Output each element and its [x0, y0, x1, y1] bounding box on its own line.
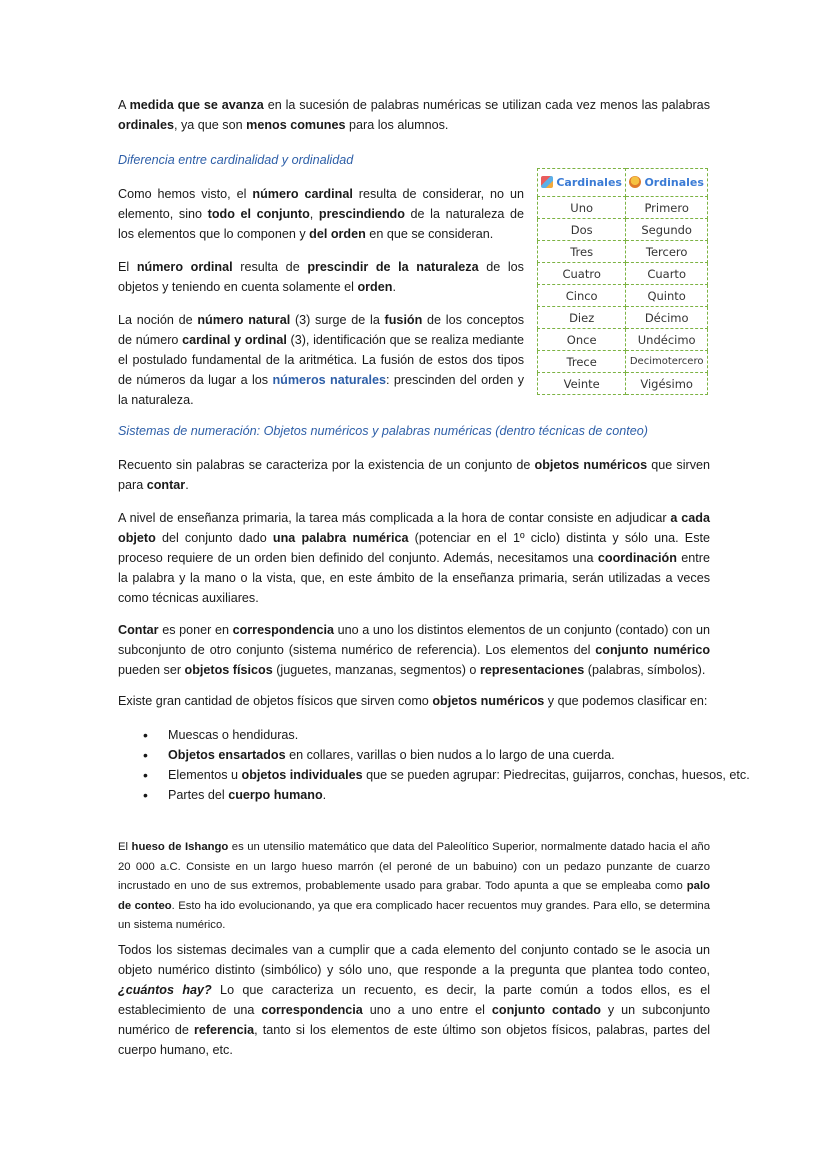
text-run: . [185, 478, 189, 492]
ordinal-cell: Quinto [626, 285, 708, 307]
text-run: Elementos u [168, 768, 242, 782]
text-run: resulta de [232, 260, 308, 274]
text-run: y un subconjunto numérico de [118, 1003, 710, 1037]
table-row [538, 307, 708, 329]
text-run: Partes del [168, 788, 229, 802]
emphasis-text: contar [146, 478, 186, 492]
table-row [538, 285, 708, 307]
emphasis-text: menos comunes [246, 118, 346, 132]
emphasis-text: conjunto numérico [595, 643, 711, 657]
text-run: Existe gran cantidad de objetos físicos que sirven como [118, 694, 433, 708]
cardinal-cell: Diez [538, 307, 626, 329]
cardinal-cell: Once [538, 329, 626, 351]
text-run: , [309, 207, 319, 221]
medal-icon [629, 176, 641, 188]
ordinal-cell: Primero [626, 197, 708, 219]
emphasis-text: correspondencia [232, 623, 335, 637]
cardinal-cell: Dos [538, 219, 626, 241]
emphasis-text: orden [357, 280, 393, 294]
emphasis-text: ordinales [118, 118, 174, 132]
emphasis-text: ¿cuántos hay? [118, 983, 212, 997]
emphasis-text: objetos numéricos [534, 458, 648, 472]
emphasis-text: prescindir de la naturaleza [307, 260, 479, 274]
section-heading [118, 421, 710, 441]
emphasis-text: objetos físicos [184, 663, 273, 677]
paragraph [118, 257, 524, 297]
text-run: A nivel de enseñanza primaria, la tarea más complicada a la hora de contar consiste en adjudicar [118, 511, 671, 525]
text-run: A [118, 98, 130, 112]
text-run: que sirven para [118, 458, 711, 492]
text-run: es un utensilio matemático que data del Paleolítico Superior, normalmente datado hacia el año 20 000 a.C. Consiste en un largo hueso marrón (el peroné de un babuino) con un pedazo punzante de cuarzo incrustado en uno de sus extremos, probablemente usado para grabar. Todo apunta a que se empleaba como [118, 841, 710, 892]
text-run: de los conceptos de número [118, 313, 525, 347]
text-run: : prescinden del orden y la naturaleza. [118, 373, 524, 407]
text-run: uno a uno entre el [362, 1003, 492, 1017]
emphasis-text: todo el conjunto [207, 207, 310, 221]
text-run: resulta de considerar, no un elemento, sino [118, 187, 524, 221]
text-run: pueden ser [118, 663, 185, 677]
emphasis-text: Contar [118, 623, 159, 637]
text-run: en collares, varillas o bien nudos a lo largo de una cuerda. [285, 748, 615, 762]
text-run: de los objetos y teniendo en cuenta solamente el [118, 260, 524, 294]
emphasis-text: referencia [193, 1023, 255, 1037]
emphasis-text: representaciones [479, 663, 585, 677]
ordinal-cell: Decimotercero [626, 351, 708, 373]
text-run: del conjunto dado [155, 531, 273, 545]
emphasis-text: hueso de Ishango [131, 841, 229, 853]
text-run: entre la palabra y la mano o la vista, que, en este ámbito de la enseñanza primaria, serán utilizadas a veces como técnicas auxiliares. [118, 551, 710, 605]
cardinal-cell: Tres [538, 241, 626, 263]
header-label: Cardinales [556, 175, 622, 189]
emphasis-text: objetos numéricos [432, 694, 545, 708]
emphasis-text: palo de conteo [118, 880, 710, 912]
text-run: , tanto si los elementos de este último son objetos físicos, palabras, partes del cuerpo humano, etc. [118, 1023, 710, 1057]
header-label: Ordinales [644, 175, 704, 189]
emphasis-text: objetos individuales [241, 768, 363, 782]
ordinal-cell: Cuarto [626, 263, 708, 285]
cardinal-cell: Cinco [538, 285, 626, 307]
ordinal-cell: Undécimo [626, 329, 708, 351]
ordinal-cell: Segundo [626, 219, 708, 241]
table-row [538, 263, 708, 285]
text-run: . Esto ha ido evolucionando, ya que era complicado hacer recuentos muy grandes. Para ello, se determina un sistema numérico. [118, 899, 710, 931]
table-row [538, 219, 708, 241]
paragraph [118, 184, 524, 244]
paragraph [118, 940, 710, 1060]
table-row [538, 329, 708, 351]
note-paragraph [118, 838, 710, 936]
text-run: de la naturaleza de los elementos que lo componen y [118, 207, 524, 241]
paragraph [118, 455, 710, 495]
emphasis-text: del orden [309, 227, 366, 241]
ordinal-cell: Tercero [626, 241, 708, 263]
ordinal-cell: Vigésimo [626, 373, 708, 395]
list-item [168, 745, 760, 765]
text-run: para los alumnos. [345, 118, 449, 132]
text-run: Sistemas de numeración: Objetos numéricos y palabras numéricas (dentro técnicas de conteo) [118, 424, 648, 438]
text-run: Lo que caracteriza un recuento, es decir, la parte común a todos ellos, es el establecimiento de una [118, 983, 710, 1017]
text-run: en la sucesión de palabras numéricas se utilizan cada vez menos las palabras [263, 98, 710, 112]
text-run: Como hemos visto, el [118, 187, 253, 201]
emphasis-text: número cardinal [252, 187, 353, 201]
emphasis-text: Objetos ensartados [168, 748, 286, 762]
text-run: (potenciar en el 1º ciclo) distinta y sólo una. Este proceso requiere de un orden bien definido del conjunto. Además, necesitamos una [118, 531, 710, 565]
emphasis-text: prescindiendo [318, 207, 405, 221]
text-run: Diferencia entre cardinalidad y ordinalidad [118, 153, 354, 167]
list-item [168, 725, 760, 745]
text-run: . [322, 788, 327, 802]
text-run: El [118, 260, 137, 274]
emphasis-text: números naturales [272, 373, 387, 387]
paragraph [118, 310, 524, 410]
text-run: La noción de [118, 313, 198, 327]
emphasis-text: una palabra numérica [272, 531, 409, 545]
header-cardinales [538, 169, 626, 197]
paragraph [118, 508, 710, 608]
paragraph [118, 95, 710, 135]
number-blocks-icon [541, 176, 553, 188]
text-run: El [118, 841, 132, 853]
text-run: (palabras, símbolos). [584, 663, 706, 677]
emphasis-text: medida que se avanza [129, 98, 264, 112]
list-item [168, 765, 760, 785]
paragraph [118, 691, 710, 711]
cardinal-ordinal-table [537, 168, 708, 395]
text-run: Recuento sin palabras se caracteriza por la existencia de un conjunto de [118, 458, 535, 472]
section-heading [118, 150, 710, 170]
ordinal-cell: Décimo [626, 307, 708, 329]
text-run: que se pueden agrupar: Piedrecitas, guijarros, conchas, huesos, etc. [362, 768, 750, 782]
list-item [168, 785, 760, 805]
text-run: . [392, 280, 396, 294]
emphasis-text: número natural [197, 313, 291, 327]
text-run: Muescas o hendiduras. [168, 728, 299, 742]
cardinal-cell: Uno [538, 197, 626, 219]
emphasis-text: correspondencia [261, 1003, 363, 1017]
bullet-list [118, 725, 760, 805]
cardinal-cell: Cuatro [538, 263, 626, 285]
table-row [538, 373, 708, 395]
emphasis-text: conjunto contado [491, 1003, 601, 1017]
header-ordinales [626, 169, 708, 197]
cardinal-cell: Trece [538, 351, 626, 373]
text-run: es poner en [158, 623, 233, 637]
table-row [538, 241, 708, 263]
text-run: (3), identificación que se realiza mediante el postulado fundamental de la aritmética. La fusión de estos dos tipos de números da lugar a los [118, 333, 524, 387]
text-run: uno a uno los distintos elementos de un conjunto (contado) con un subconjunto de otro conjunto (sistema numérico de referencia). Los elementos del [118, 623, 710, 657]
text-run: Todos los sistemas decimales van a cumplir que a cada elemento del conjunto contado se le asocia un objeto numérico distinto (simbólico) y sólo uno, que responde a la pregunta que plantea todo conteo, [118, 943, 710, 977]
text-run: y que podemos clasificar en: [544, 694, 708, 708]
cardinal-cell: Veinte [538, 373, 626, 395]
emphasis-text: cuerpo humano [228, 788, 323, 802]
text-run: (juguetes, manzanas, segmentos) o [272, 663, 480, 677]
text-run: (3) surge de la [290, 313, 385, 327]
emphasis-text: a cada objeto [118, 511, 710, 545]
paragraph [118, 620, 710, 680]
emphasis-text: coordinación [597, 551, 677, 565]
emphasis-text: número ordinal [136, 260, 233, 274]
table-row [538, 351, 708, 373]
emphasis-text: fusión [384, 313, 423, 327]
table-row [538, 197, 708, 219]
text-run: , ya que son [174, 118, 247, 132]
text-run: en que se consideran. [365, 227, 494, 241]
emphasis-text: cardinal y ordinal [182, 333, 287, 347]
